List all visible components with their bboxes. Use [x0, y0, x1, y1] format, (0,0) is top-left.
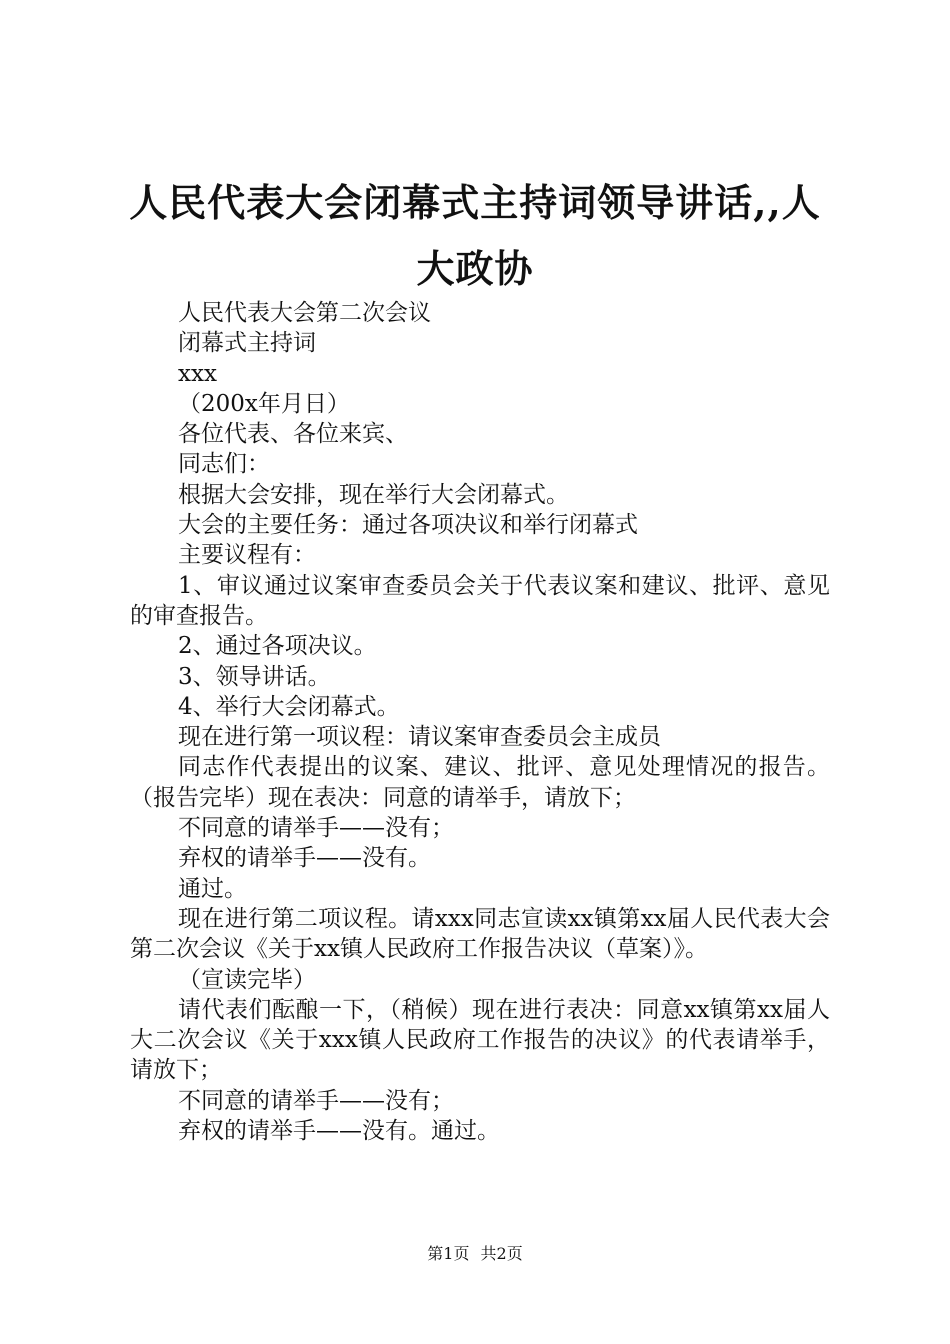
paragraph: 人民代表大会第二次会议	[178, 300, 431, 326]
page-number: 第1页	[427, 1244, 470, 1263]
paragraph: 1、审议通过议案审查委员会关于代表议案和建议、批评、意见的审查报告。	[130, 572, 830, 629]
paragraph: 大会的主要任务：通过各项决议和举行闭幕式	[178, 512, 638, 539]
paragraph: 主要议程有：	[178, 542, 316, 569]
paragraph: 各位代表、各位来宾、	[178, 421, 408, 448]
paragraph: 不同意的请举手——没有；	[178, 1087, 454, 1114]
paragraph: （宣读完毕）	[178, 966, 316, 993]
paragraph: 2、通过各项决议。	[178, 633, 377, 660]
paragraph: 不同意的请举手——没有；	[178, 815, 454, 842]
document-body	[130, 298, 830, 1146]
paragraph: 3、领导讲话。	[178, 663, 331, 690]
paragraph: 弃权的请举手——没有。通过。	[178, 1118, 500, 1145]
paragraph: 同志作代表提出的议案、建议、批评、意见处理情况的报告。（报告完毕）现在表决：同意的请举手，请放下；	[130, 754, 830, 811]
paragraph: （200x年月日）	[178, 390, 350, 417]
paragraph: 现在进行第一项议程：请议案审查委员会主成员	[178, 724, 661, 751]
page-total: 共2页	[480, 1244, 523, 1263]
paragraph: 闭幕式主持词	[178, 330, 316, 357]
paragraph: 请代表们酝酿一下，（稍候）现在进行表决：同意xx镇第xx届人大二次会议《关于xxx镇人民政府工作报告的决议》的代表请举手，请放下；	[130, 996, 830, 1084]
paragraph: 通过。	[178, 875, 247, 902]
paragraph: 弃权的请举手——没有。	[178, 845, 431, 872]
page-footer	[0, 1243, 950, 1265]
paragraph: 现在进行第二项议程。请xxx同志宣读xx镇第xx届人民代表大会第二次会议《关于xx镇人民政府工作报告决议（草案）》。	[130, 905, 830, 963]
paragraph: xxx	[178, 360, 217, 387]
document-title: 人民代表大会闭幕式主持词领导讲话,,人大政协	[129, 180, 821, 291]
paragraph: 同志们：	[178, 451, 270, 478]
paragraph: 4、举行大会闭幕式。	[178, 693, 400, 720]
paragraph: 根据大会安排，现在举行大会闭幕式。	[178, 481, 569, 508]
